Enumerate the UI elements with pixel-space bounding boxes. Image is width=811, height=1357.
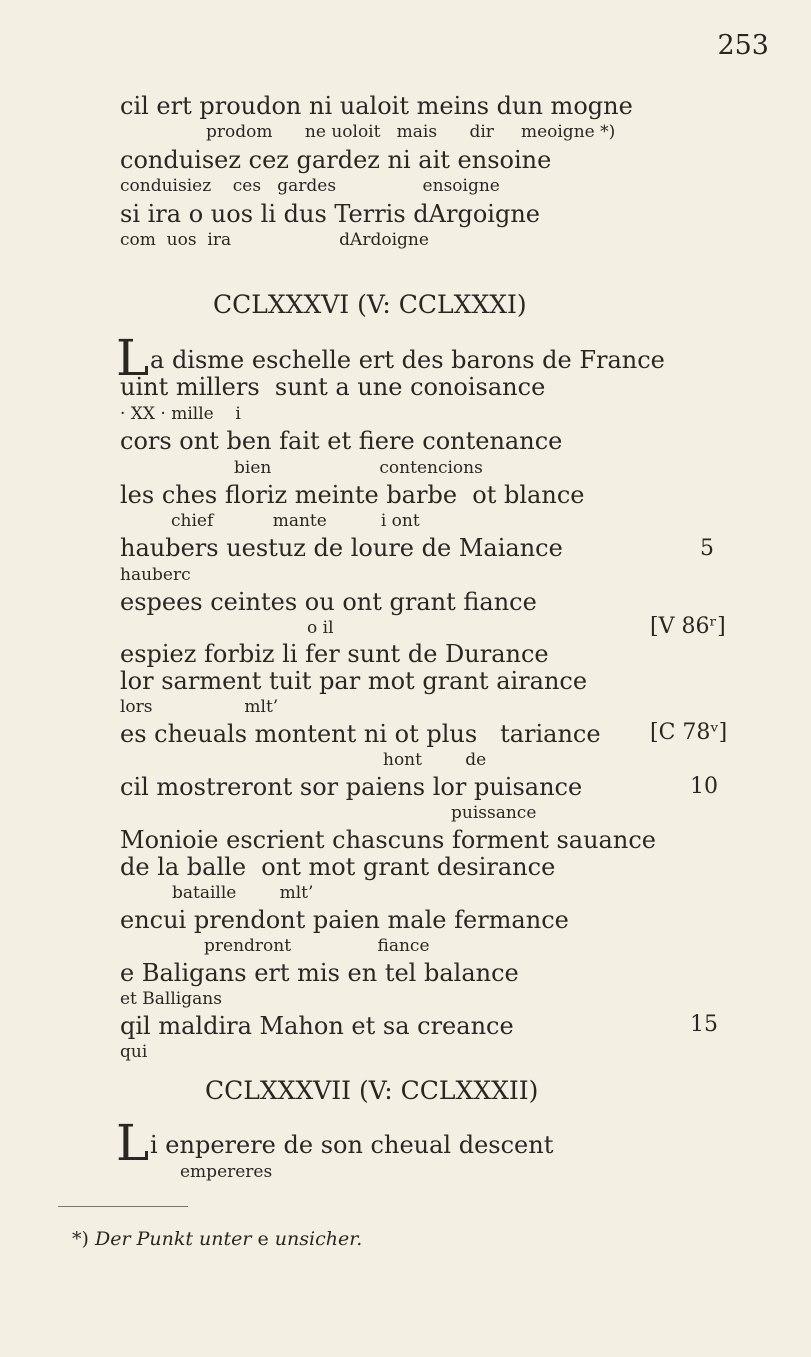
footnote-text: Der Punkt unter <box>94 1228 252 1250</box>
variant-line: hauberc <box>120 565 191 585</box>
variant-line: hont de <box>383 750 487 770</box>
line-number-5: 5 <box>700 536 714 561</box>
drop-cap: L <box>116 329 150 387</box>
verse-line: a disme eschelle ert des barons de France <box>150 346 665 374</box>
verse-line: haubers uestuz de loure de Maiance <box>120 534 563 562</box>
variant-line: chief mante i ont <box>171 511 420 531</box>
verse-line: encui prendont paien male fermance <box>120 906 569 934</box>
verse-line: si ira o uos li dus Terris dArgoigne <box>120 200 540 228</box>
footnote-marker: *) <box>72 1228 89 1250</box>
section-heading: CCLXXXVI (V: CCLXXXI) <box>213 290 527 319</box>
section-heading: CCLXXXVII (V: CCLXXXII) <box>205 1076 539 1105</box>
verse-line: es cheuals montent ni ot plus tariance <box>120 720 601 748</box>
variant-line: lors mlt’ <box>120 697 279 717</box>
variant-line: empereres <box>180 1162 273 1182</box>
footnote <box>72 1228 362 1250</box>
footnote-rule <box>58 1206 188 1207</box>
variant-line: puissance <box>451 803 537 823</box>
line-number-10: 10 <box>690 774 718 799</box>
folio-reference-v: [V 86ʳ] <box>650 614 726 639</box>
variant-line: bataille mlt’ <box>172 883 314 903</box>
variant-line: com uos ira dArdoigne <box>120 230 429 250</box>
verse-line: de la balle ont mot grant desirance <box>120 853 556 881</box>
variant-line: prendront fiance <box>204 936 430 956</box>
variant-line: · XX · mille i <box>120 404 241 424</box>
verse-line: cors ont ben fait et fiere contenance <box>120 427 563 455</box>
verse-line: espiez forbiz li fer sunt de Durance <box>120 640 549 668</box>
verse-line: cil mostreront sor paiens lor puisance <box>120 773 583 801</box>
variant-line: bien contencions <box>234 458 483 478</box>
verse-line: e Baligans ert mis en tel balance <box>120 959 519 987</box>
verse-line: i enperere de son cheual descent <box>150 1131 554 1159</box>
variant-line: prodom ne uoloit mais dir meoigne *) <box>206 122 616 142</box>
variant-line: qui <box>120 1042 148 1062</box>
variant-line: o il <box>307 618 334 638</box>
verse-line: les ches floriz meinte barbe ot blance <box>120 481 585 509</box>
page-number: 253 <box>717 30 769 61</box>
verse-line: Monioie escrient chascuns forment sauance <box>120 826 656 854</box>
footnote-text-end: unsicher. <box>274 1228 363 1250</box>
variant-line: et Balligans <box>120 989 222 1009</box>
verse-line: cil ert proudon ni ualoit meins dun mogne <box>120 92 633 120</box>
verse-line: uint millers sunt a une conoisance <box>120 373 546 401</box>
drop-cap: L <box>116 1114 150 1172</box>
verse-line: qil maldira Mahon et sa creance <box>120 1012 514 1040</box>
folio-reference-c: [C 78ᵛ] <box>650 720 728 745</box>
verse-line: lor sarment tuit par mot grant airance <box>120 667 588 695</box>
footnote-letter: e <box>257 1228 269 1250</box>
line-number-15: 15 <box>690 1012 718 1037</box>
verse-line: conduisez cez gardez ni ait ensoine <box>120 146 552 174</box>
variant-line: conduisiez ces gardes ensoigne <box>120 176 500 196</box>
verse-line: espees ceintes ou ont grant fiance <box>120 588 537 616</box>
